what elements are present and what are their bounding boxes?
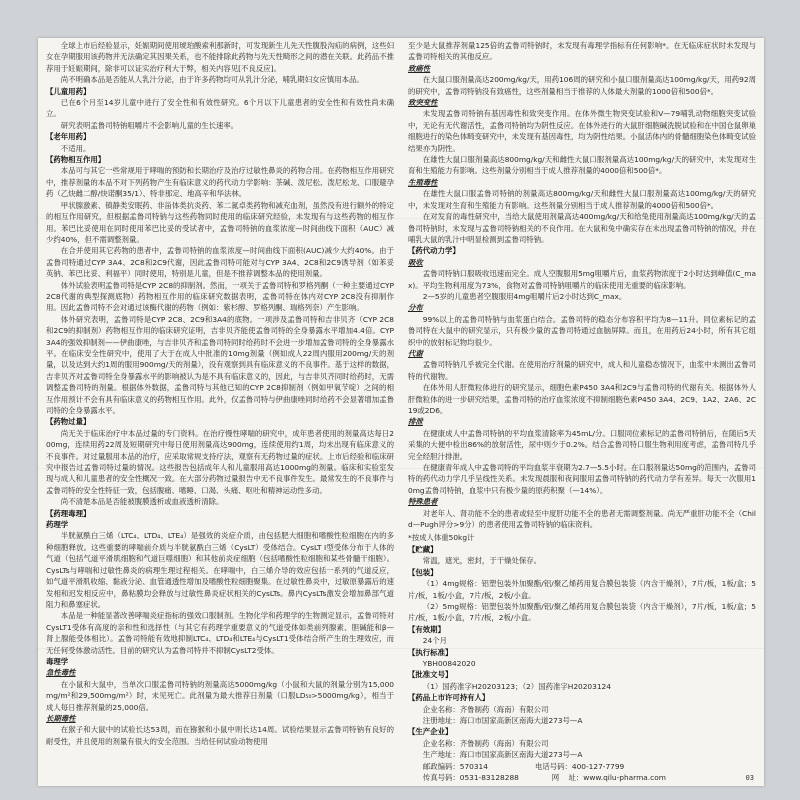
paragraph: 尚不明确本品是否能从人乳汁分泌，由于许多药物均可从乳汁分泌，哺乳期妇女应慎用本品。 xyxy=(60,75,364,85)
subsection-heading: 长期毒性 xyxy=(46,713,76,723)
paragraph: 本品是一种能显著改善哮喘炎症指标的强效口服制剂。生物化学和药理学的生物测定显示，孟鲁司特对CysLT1受体有高度的亲和性和选择性（与其它有药理学重要意义的气道受体如类前列腺素、胆碱能和β—肾上腺能受体相比）。孟鲁司特能有效地抑制LTC₄、LTD₄和LTE₄与CysLT1受体结合所产生的生理效应，而无任何受体激动活性。目前的研究认为孟鲁司特并不抑制CysLT2受体。 xyxy=(46,611,394,655)
subsection-heading: 致突变性 xyxy=(408,98,438,108)
paragraph: 在雄性大鼠口服剂量高达800mg/kg/天和雌性大鼠口服剂量高达100mg/kg/天的研究中，未发现对生育和生殖能力有影响。这些剂量分别相当于成人推荐剂量的4000倍和500倍*。 xyxy=(408,155,756,176)
info-line: 生产地址：海口市国家高新区南海大道273号—A xyxy=(422,750,583,760)
paragraph: 常温，遮光，密封，于干燥处保存。 xyxy=(422,556,542,566)
paragraph: 尚不清楚本品是否能被腹膜透析或血液透析清除。 xyxy=(60,497,224,507)
info-line: 企业名称：齐鲁制药（海南）有限公司 xyxy=(422,738,549,748)
subsection-heading: 特殊患者 xyxy=(408,497,438,507)
paragraph: 研究表明孟鲁司特钠咀嚼片不会影响儿童的生长速率。 xyxy=(60,120,239,130)
left-column xyxy=(46,40,394,782)
paragraph: 在雄性大鼠口服孟鲁司特钠的剂量高达800mg/kg/天和雌性大鼠口服剂量高达100mg/kg/天的研究中，未发现对生育和生殖能力有影响。这些剂量分别相当于成人推荐剂量的4000倍和500倍*。 xyxy=(408,189,756,210)
leaflet-page xyxy=(38,38,764,786)
paragraph: 2—5岁的儿童患者空腹服用4mg咀嚼片后2小时达到C_max。 xyxy=(422,291,627,301)
paragraph: 全球上市后经验显示，妊娠期间使用琥珀酸索利那新时，可发现新生儿先天性腹股沟疝的病例，这些妇女在孕期服用该药物并无法确定其因果关系，也不能排除此药物与先天性畸形之间的潜在关联。此药品不推荐用于妊娠期间，除非可以证实治疗利大于弊，相关内容见[不良反应]。 xyxy=(46,41,394,73)
section-heading: 【药理毒理】 xyxy=(46,508,91,518)
info-line: 邮政编码：570314 电话号码：400-127-7799 xyxy=(422,761,625,771)
paragraph: YBH00842020 xyxy=(422,658,476,668)
section-heading: 药理学 xyxy=(46,520,69,530)
paragraph: 尚无关于临床治疗中本品过量的专门资料。在治疗慢性哮喘的研究中，成年患者使用的剂量高达每日200mg，连续用药22周及短期研究中每日使用剂量高达900mg，连续使用约1周，均未出现有临床意义的不良事件。对过量服用本品的治疗，应采取常规支持疗法，观察有无药物过量的症状。上市后经验和临床研究中报告过孟鲁司特过量的情况。这些报告包括成年人和儿童服用高达1000mg的剂量。临床和实验室发现与成人和儿童患者的安全性概况一致。在大部分药物过量报告中无不良事件发生。最常发生的不良事件与孟鲁司特的安全性特征一致，包括腹痛、嗜睡、口渴、头痛、呕吐和精神运动性多动。 xyxy=(46,428,394,495)
section-heading: 毒理学 xyxy=(46,656,69,666)
paragraph: （1）4mg规格：铝塑包装外加聚酯/铝/聚乙烯药用复合膜包装袋（内含干燥剂），7片/板，1板/盒；5片/板，1板/小盒，7片/板，2板/小盒。 xyxy=(408,579,756,600)
page-number: 03 xyxy=(745,774,754,782)
paragraph: （2）5mg规格：铝塑包装外加聚酯/铝/聚乙烯药用复合膜包装袋（内含干燥剂），7片/板，1板/盒；5片/板，1板/小盒，7片/板，2板/小盒。 xyxy=(408,601,756,623)
section-heading: 【药物相互作用】 xyxy=(46,155,106,165)
info-line: 传真号码：0531-83128288 网 址：www.qilu-pharma.com xyxy=(422,773,666,782)
paragraph: 已在6个月至14岁儿童中进行了安全性和有效性研究。6个月以下儿童患者的安全性和有效性尚未确立。 xyxy=(46,98,394,119)
subsection-heading: 分布 xyxy=(408,303,423,313)
footnote: *按成人体重50kg计 xyxy=(408,533,475,543)
paragraph: （1）国药准字H20203123；（2）国药准字H20203124 xyxy=(422,681,611,691)
paragraph: 在健康青年成人中孟鲁司特的平均血浆半衰期为2.7—5.5小时。在口服剂量达50mg的范围内，孟鲁司特的药代动力学几乎呈线性关系。未发现晨服和夜间服用孟鲁司特钠的药代动力学有差异。每天一次服用10mg孟鲁司特钠，血浆中只有极少量的原药积聚（—14%）。 xyxy=(408,463,756,495)
subsection-heading: 生殖毒性 xyxy=(408,177,438,187)
section-heading: 【生产企业】 xyxy=(408,727,453,737)
section-heading: 【药代动力学】 xyxy=(408,246,460,256)
info-line: 企业名称：齐鲁制药（海南）有限公司 xyxy=(422,704,549,714)
section-heading: 【药品上市许可持有人】 xyxy=(408,693,490,703)
paragraph: 在猴子和大鼠中的试验长达53周，而在猕猴和小鼠中则长达14周。试验结果显示孟鲁司特钠有良好的耐受性，并且使用的剂量有很大的安全范围。当给任何试验动物使用 xyxy=(46,725,394,746)
section-heading: 【有效期】 xyxy=(408,624,445,634)
paragraph: 对老年人、肾功能不全的患者或轻至中度肝功能不全的患者无需调整剂量。尚无严重肝功能不全（Child—Pugh评分>9分）的患者使用孟鲁司特钠的临床资料。 xyxy=(408,508,756,530)
paragraph: 99%以上的孟鲁司特钠与血浆蛋白结合。孟鲁司特的稳态分布容积平均为8—11升。同位素标记的孟鲁司特在大鼠中的研究显示，只有极少量的孟鲁司特通过血脑屏障。而且，在用药后24小时，所有其它组织中的放射标记物均很少。 xyxy=(408,314,756,347)
paragraph: 在小鼠和大鼠中，当单次口服孟鲁司特钠的剂量高达5000mg/kg（小鼠和大鼠的剂量分别为15,000mg/m²和29,500mg/m²）时，未见死亡。此剂量为最大推荐日剂量（口服LD₅₀>5000mg/kg），相当于成人每日推荐剂量的25,000倍。 xyxy=(46,679,394,712)
paragraph: 甲状腺激素、镇静类安眠药、非甾体类抗炎药、苯二氮卓类药物和减充血剂，虽然没有进行额外的特定的相互作用研究，但根据孟鲁司特钠与这些药物同时使用的临床研究经验，未发现有与这些药物的相互作用。苯巴比妥使用在同时使用苯巴比妥的受试者中，孟鲁司特钠的血浆浓度—时间曲线下面积（AUC）减少约40%，但不需调整剂量。 xyxy=(46,200,394,244)
paragraph: 在对发育的毒性研究中，当给大鼠使用剂量高达400mg/kg/天和给兔使用剂量高达100mg/kg/天的孟鲁司特钠时，未发现与孟鲁司特钠相关的不良作用。在大鼠和兔中确实存在未出现孟鲁司特钠的情况，并在哺乳大鼠的乳汁中明显检测到孟鲁司特钠。 xyxy=(408,212,756,244)
paragraph: 在健康成人中孟鲁司特钠的平均血浆清除率为45mL/分。口服同位素标记的孟鲁司特钠后，在随后5天采集的大便中检出86%的放射活性，尿中则少于0.2%。结合孟鲁司特口服生物利用度考虑，孟鲁司特几乎完全经胆汁排泄。 xyxy=(408,428,756,461)
right-column xyxy=(408,40,756,782)
subsection-heading: 致癌性 xyxy=(408,63,431,73)
paragraph: 孟鲁司特钠几乎被完全代谢。在使用治疗剂量的研究中，成人和儿童稳态情况下，血浆中未测出孟鲁司特的代谢物。 xyxy=(408,360,756,381)
subsection-heading: 急性毒性 xyxy=(46,668,76,678)
paragraph: 在大鼠口服剂量高达200mg/kg/天，用药106周的研究和小鼠口服剂量高达100mg/kg/天，用药92周的研究中，孟鲁司特钠没有致癌性，这些剂量相当于推荐的人体最大剂量的1000倍和500倍*。 xyxy=(408,75,756,96)
paragraph: 体外试验表明孟鲁司特是CYP 2C8的抑制剂。然而，一项关于孟鲁司特和罗格列酮（一种主要通过CYP 2C8代谢的典型探测底物）药物相互作用的临床研究数据表明，孟鲁司特在体内对CYP 2C8没有抑制作用。因此孟鲁司特不会对通过该酶代谢的药物（例如：紫杉醇、罗格列酮、瑞格列奈）产生影响。 xyxy=(46,280,394,313)
paragraph: 在体外用人肝微粒体进行的研究显示，细胞色素P450 3A4和2C9与孟鲁司特的代谢有关。根据体外人肝微粒体的进一步研究结果，孟鲁司特的治疗血浆浓度不抑制细胞色素P450 3A4、2C9、1A2、2A6、2C19或2D6。 xyxy=(408,383,756,415)
paragraph: 未发现孟鲁司特钠有基因毒性和致突变作用。在体外微生物突变试验和V—79哺乳动物细胞突变试验中，无论有无代谢活性，孟鲁司特钠均为阴性反应。在体外进行的大鼠肝细胞碱洗脱试验和在中国仓鼠卵巢细胞进行的染色体畸变研究中，未发现有基因毒性，均为阴性结果。小鼠活体内的骨髓细胞染色体畸变试验结果亦为阴性。 xyxy=(408,109,756,153)
section-heading: 【批准文号】 xyxy=(408,670,453,680)
section-heading: 【包装】 xyxy=(408,567,438,577)
section-heading: 【儿童用药】 xyxy=(46,86,91,96)
paragraph: 24个月 xyxy=(422,636,447,646)
info-line: 注册地址：海口市国家高新区南海大道273号—A xyxy=(422,715,583,725)
subsection-heading: 代谢 xyxy=(408,348,423,358)
subsection-heading: 吸收 xyxy=(408,257,423,267)
paragraph: 本品可与其它一些常规用于哮喘的预防和长期治疗及治疗过敏性鼻炎的药物合用。在药物相互作用研究中，推荐剂量的本品不对下列药物产生有临床意义的药代动力学影响：茶碱、泼尼松、泼尼松龙、口服避孕药（乙炔雌二醇/炔诺酮35/1）、特非那定、地高辛和华法林。 xyxy=(46,166,394,199)
paragraph: 至少是大鼠推荐剂量125倍的孟鲁司特钠时，未发现有毒理学指标有任何影响*。在无临床症状时未发现与孟鲁司特相关的其他反应。 xyxy=(408,41,756,62)
subsection-heading: 排泄 xyxy=(408,417,423,427)
section-heading: 【老年用药】 xyxy=(46,132,91,142)
paragraph: 体外研究表明，孟鲁司特是CYP 2C8、2C9和3A4的底物。一项涉及孟鲁司特和吉非贝齐（CYP 2C8和2C9的抑制剂）药物相互作用的临床研究证明，吉非贝齐能使孟鲁司特的全身暴露水平增加4.4倍。CYP 3A4的强效抑制剂——伊曲康唑，与吉非贝齐和孟鲁司特同时给药时不会进一步增加孟鲁司特的全身暴露水平。在临床安全性研究中，使用了大于在成人中批准的10mg剂量（例如成人22周内服用200mg/天的剂量，以及达到大约1周的服用900mg/天的剂量），没有观察到具有临床意义的不良事件。基于这样的数据，吉非贝齐对孟鲁司特全身暴露水平的影响被认为是不具有临床意义的，因此，与吉非贝齐同时给药时，无需调整孟鲁司特的剂量。根据体外数据，孟鲁司特与其他已知的CYP 2C8抑制剂（例如甲氧苄啶）之间的相互作用预计不会有具有临床意义的药物相互作用。此外，仅孟鲁司特与伊曲康唑同时给药不会显著增加孟鲁司特的全身暴露水平。 xyxy=(46,314,394,415)
section-heading: 【贮藏】 xyxy=(408,544,438,554)
section-heading: 【药物过量】 xyxy=(46,417,91,427)
paragraph: 孟鲁司特钠口服吸收迅速而完全。成人空腹服用5mg咀嚼片后，血浆药物浓度于2小时达到峰值(C_max)。平均生物利用度为73%，食物对孟鲁司特钠咀嚼片的临床使用无重要的临床影响。 xyxy=(408,269,756,290)
paragraph: 不适用。 xyxy=(60,143,91,153)
paragraph: 半胱氨酰白三烯（LTC₄、LTD₄、LTE₄）是强效的炎症介质，由包括肥大细胞和嗜酸性粒细胞在内的多种细胞释放。这些重要的哮喘前介质与半胱氨酰白三烯（CysLT）受体结合。CysLT I型受体分布于人体的气道（包括气道平滑肌细胞和气道巨噬细胞）和其他前炎症细胞（包括嗜酸性粒细胞和某些骨髓干细胞）。CysLTs与哮喘和过敏性鼻炎的病理生理过程相关。在哮喘中，白三烯介导的效应包括一系列的气道反应，如气道平滑肌收缩、黏液分泌、血管通透性增加及嗜酸性粒细胞聚集。在过敏性鼻炎中，过敏原暴露后的速发相和迟发相反应中，鼻粘膜均会释放与过敏性鼻炎症状相关的CysLTs。鼻内CysLTs激发会增加鼻部气道阻力和鼻塞症状。 xyxy=(46,531,394,609)
section-heading: 【执行标准】 xyxy=(408,647,453,657)
paragraph: 在合并使用其它药物的患者中，孟鲁司特钠的血浆浓度—时间曲线下面积(AUC)减少大约40%。由于孟鲁司特通过CYP 3A4、2C8和2C9代谢，因此孟鲁司特可能对与CYP 3A4、2C8和2C9诱导剂（如苯妥英钠、苯巴比妥、利福平）同时使用，特别是儿童，但是不推荐调整本品的使用剂量。 xyxy=(46,246,394,279)
